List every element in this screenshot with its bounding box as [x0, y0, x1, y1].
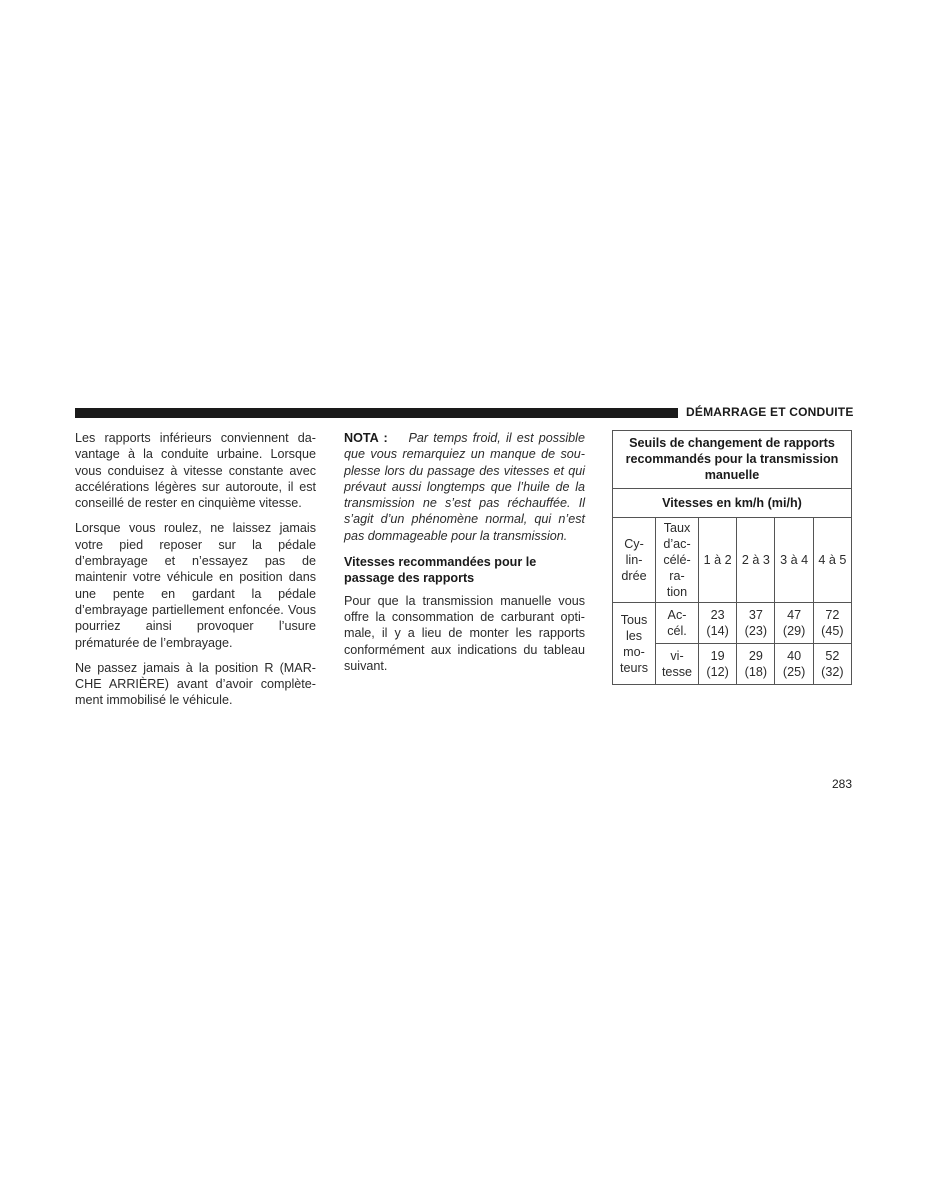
engine-cell: Tous les mo- teurs: [613, 603, 656, 685]
nota-text: Par temps froid, il est possible que vous remarquiez un manque de souplesse lors du passage des vitesses et qui prévaut aussi longtemps que l’huile de la transmission ne s’est pas réchauffée. Il s’agit d’un phénomène normal, qui n’est pas dommageable pour la transmission.: [344, 431, 585, 543]
row-label-accel: Ac- cél.: [656, 603, 699, 644]
page-number: 283: [831, 777, 852, 791]
table-cell: 72 (45): [813, 603, 851, 644]
column-left: [75, 430, 316, 718]
shift-points-table: [612, 430, 852, 685]
table-cell: 19 (12): [699, 644, 737, 685]
table-row: [613, 603, 852, 644]
subheading: Vitesses recommandées pour le passage des rapports: [344, 555, 537, 586]
table-cell: 47 (29): [775, 603, 813, 644]
nota-paragraph: [344, 430, 585, 544]
paragraph-2: Lorsque vous roulez, ne laissez jamais votre pied reposer sur la pédale d’embrayage et n’essayez pas de maintenir votre véhicule en position dans une pente en gardant la pédale d’embrayage partiellement enfoncée. Vous pourriez ainsi provoquer l’usure prématurée de l’embrayage.: [75, 521, 316, 650]
header-gear-1: 1 à 2: [699, 518, 737, 603]
row-label-vitesse: vi- tesse: [656, 644, 699, 685]
paragraph-3: Ne passez jamais à la position R (MARCHE ARRIÈRE) avant d’avoir complètement immobilisé le véhicule.: [75, 660, 316, 708]
column-middle: [344, 430, 585, 683]
table-title: Seuils de changement de rapports recommandés pour la transmission manuelle: [613, 431, 852, 489]
header-cylindree: Cy- lin- drée: [613, 518, 656, 603]
header-bar: [75, 408, 678, 418]
header-gear-4: 4 à 5: [813, 518, 851, 603]
header-gear-2: 2 à 3: [737, 518, 775, 603]
section-title: DÉMARRAGE ET CONDUITE: [686, 405, 854, 419]
table-header-row: [613, 518, 852, 603]
paragraph-1: Les rapports inférieurs conviennent davantage à la conduite urbaine. Lorsque vous conduisez à vitesse constante avec accélérations légères sur autoroute, il est conseillé de rester en cinquième vitesse.: [75, 431, 316, 511]
header-gear-3: 3 à 4: [775, 518, 813, 603]
header-taux: Taux d’ac- célé- ra- tion: [656, 518, 699, 603]
nota-label: NOTA :: [344, 431, 388, 445]
table-cell: 52 (32): [813, 644, 851, 685]
table-cell: 23 (14): [699, 603, 737, 644]
table-cell: 29 (18): [737, 644, 775, 685]
table-subtitle: Vitesses en km/h (mi/h): [613, 489, 852, 518]
table-cell: 37 (23): [737, 603, 775, 644]
body-paragraph: Pour que la transmission manuelle vous offre la consommation de carburant optimale, il y a lieu de monter les rapports conformément aux indications du tableau suivant.: [344, 593, 585, 673]
table-cell: 40 (25): [775, 644, 813, 685]
